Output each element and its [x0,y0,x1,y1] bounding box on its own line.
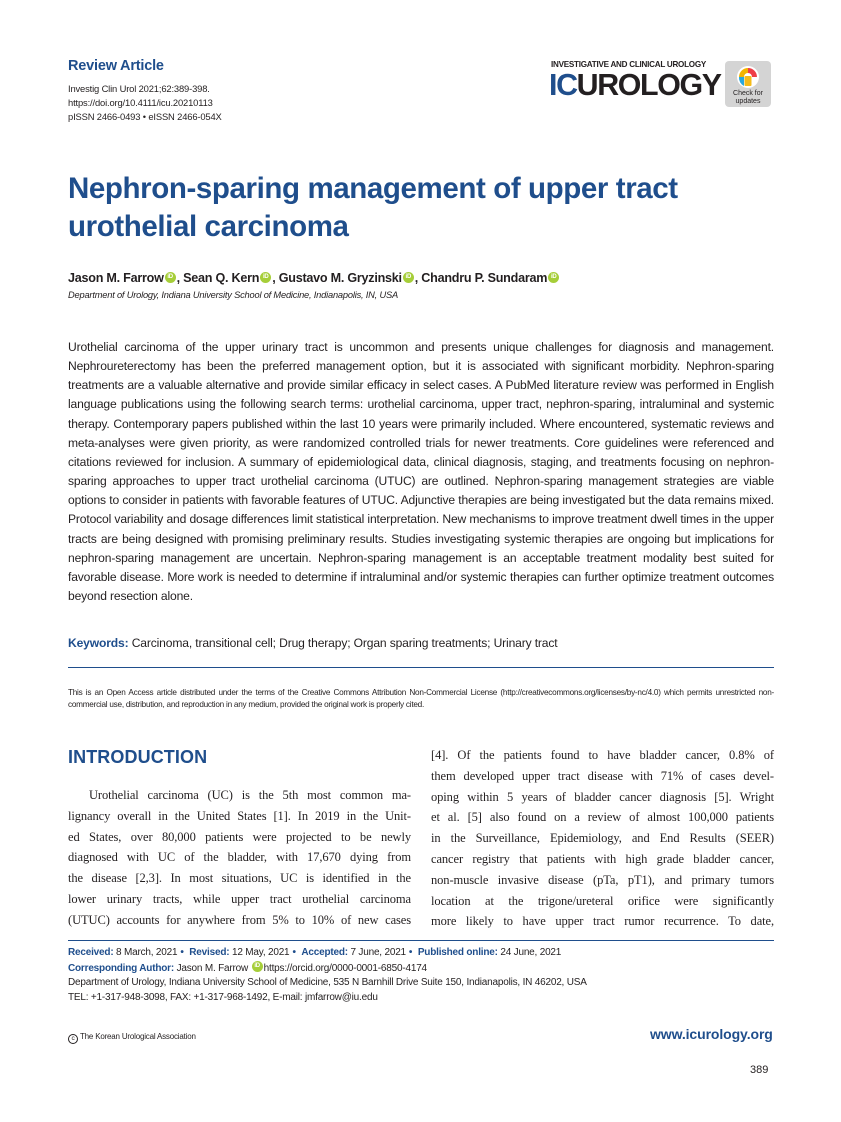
body-line: cancer registry that patients with high grade bladder cancer, [431,851,774,866]
accepted-date: 7 June, 2021 [350,947,406,958]
orcid-icon[interactable] [548,272,559,283]
article-type: Review Article [68,58,164,74]
body-line: [4]. Of the patients found to have bladder cancer, 0.8% of [431,748,774,762]
body-line: location at the trigone/ureteral orifice were significantly [431,893,774,908]
keywords-text: Carcinoma, transitional cell; Drug therapy; Organ sparing treatments; Urinary tract [131,636,558,650]
orcid-link[interactable]: https://orcid.org/0000-0001-6850-4174 [263,962,427,974]
published-date: 24 June, 2021 [500,947,562,958]
orcid-icon[interactable] [260,272,271,283]
body-line: oping within 5 years of bladder cancer diagnosis [5]. Wright [431,789,774,804]
abstract: Urothelial carcinoma of the upper urinary tract is uncommon and presents unique challenges for diagnosis and management. Nephroureterectomy has been the preferred management option, but it is associated with significant morbidity. Nephron-sparing treatments are a valuable alternative and provide similar efficacy in select cases. A PubMed literature review was performed in English language publications using the following search terms: urothelial carcinoma, upper tract, nephron-sparing, intraluminal and systemic therapy. Contemporary papers published within the last 10 years were primarily included. Where encountered, systematic reviews and meta-analyses were given priority, as were randomized controlled trials for newer treatments. Core guidelines were referenced and citations reviewed for inclusion. A summary of epidemiological data, clinical diagnosis, staging, and treatments focusing on nephron-sparing approaches to upper tract urothelial carcinoma (UTUC) are outlined. Nephron-sparing management strategies are viable options to consider in patients with favorable features of UTUC. Adjunctive therapies are being investigated but the data remains mixed. Protocol variability and dosage differences limit statistical interpretation. New mechanisms to improve treatment dwell times in the upper tracts are being designed with promising preliminary results. Studies investigating systemic therapies are ongoing but implications for nephron-sparing management are uncertain. Nephron-sparing management is an acceptable treatment modality best suited for favorable disease. More work is needed to determine if intraluminal and/or systemic therapies can further optimize treatment outcomes beyond resection alone. [68,340,774,604]
body-line: lignancy overall in the United States [1]. In 2019 in the Unit- [68,808,411,823]
copyright: c The Korean Urological Association [68,1032,196,1044]
body-line: in the Surveillance, Epidemiology, and End Results (SEER) [431,831,774,846]
journal-name-prefix: IC [549,67,577,102]
body-line: more likely to have upper tract rumor recurrence. To date, [431,914,774,929]
corresponding-author: Jason M. Farrow [176,962,249,974]
doi-link[interactable]: https://doi.org/10.4111/icu.20210113 [68,97,213,108]
page-number: 389 [750,1064,769,1076]
body-line: Urothelial carcinoma (UC) is the 5th most common ma- [89,788,411,802]
check-for-updates-label: Check for updates [733,90,763,105]
author-list: Jason M. FarrowiD , Sean Q. KerniD , Gustavo M. GryzinskiiD , Chandru P. SundaramiD [68,271,560,285]
check-for-updates-button[interactable] [725,61,771,107]
address: Department of Urology, Indiana University School of Medicine, 535 N Barnhill Drive Suite 150, Indianapolis, IN 46202, USA [68,977,587,989]
orcid-icon[interactable] [252,961,263,972]
received-date: 8 March, 2021 [116,947,178,958]
corresponding-line: Corresponding Author: Jason M. Farrow iD https://orcid.org/0000-0001-6850-4174 [68,961,774,977]
body-line: et al. [5] also found on a review of almost 100,000 patients [431,810,774,825]
body-line: lower urinary tracts, while upper tract urothelial carcinoma [68,891,411,906]
author-name[interactable]: Chandru P. Sundaram [421,271,548,285]
body-line: (UTUC) accounts for anywhere from 5% to 10% of new cases [68,912,411,927]
journal-subtitle: INVESTIGATIVE AND CLINICAL UROLOGY [551,60,707,69]
body-line: ed States, over 80,000 patients were projected to be newly [68,829,411,844]
divider [68,667,774,668]
keywords-label: Keywords: [68,636,129,650]
journal-name-main: UROLOGY [576,67,721,102]
dates-line: Received: 8 March, 2021 • Revised: 12 May, 2021 • Accepted: 7 June, 2021 • Published online: 24 June, 2021 [68,947,562,958]
body-column-right [431,745,774,932]
author-name[interactable]: Sean Q. Kern [183,271,260,285]
body-line: non-muscle invasive disease (pTa, pT1), and primary tumors [431,872,774,887]
citation: Investig Clin Urol 2021;62:389-398. [68,83,210,94]
crossmark-icon [736,65,760,89]
section-heading: INTRODUCTION [68,747,208,767]
body-line: them developed upper tract disease with 71% of cases devel- [431,768,774,783]
issn: pISSN 2466-0493 • eISSN 2466-054X [68,111,222,122]
orcid-icon[interactable] [403,272,414,283]
body-column-left [68,785,411,931]
copyright-icon: c [68,1034,78,1044]
contact-info: TEL: +1-317-948-3098, FAX: +1-317-968-1492, E-mail: jmfarrow@iu.edu [68,991,378,1003]
author-name[interactable]: Jason M. Farrow [68,271,164,285]
license-statement: This is an Open Access article distributed under the terms of the Creative Commons Attribution Non-Commercial License (http://creativecommons.org/licenses/by-nc/4.0) which permits unrestricted non-commercial use, distribution, and reproduction in any medium, provided the original work is properly cited. [68,688,774,710]
journal-name [549,69,721,101]
keywords [68,636,558,650]
article-history [68,946,774,1005]
body-line: the disease [2,3]. In most situations, UC is identified in the [68,871,411,886]
affiliation: Department of Urology, Indiana University School of Medicine, Indianapolis, IN, USA [68,290,398,300]
author-name[interactable]: Gustavo M. Gryzinski [278,271,402,285]
orcid-icon[interactable] [165,272,176,283]
divider [68,940,774,941]
revised-date: 12 May, 2021 [231,947,290,958]
journal-logo[interactable] [549,58,719,102]
article-title: Nephron-sparing management of upper tract urothelial carcinoma [68,172,678,243]
body-line: diagnosed with UC of the bladder, with 17,670 dying from [68,850,411,865]
journal-website-link[interactable]: www.icurology.org [650,1026,773,1042]
